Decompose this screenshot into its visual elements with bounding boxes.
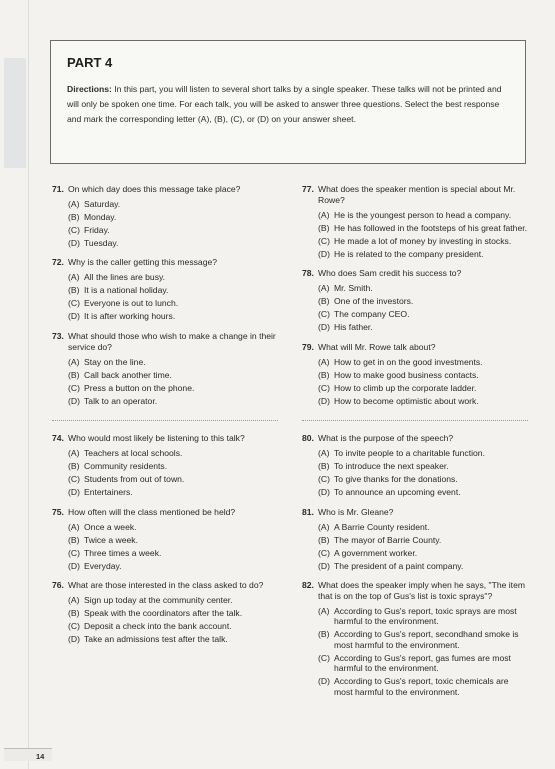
- answer-option: [318, 236, 528, 246]
- answer-option: [68, 595, 278, 605]
- directions-text: In this part, you will listen to several short talks by a single speaker. These talks will not be printed and will only be spoken one time. For each talk, you will be asked to answer three questions. Select the best response and mark the corresponding letter (A), (B), (C), or (D) on your answer sheet.: [67, 84, 502, 125]
- option-letter: (B): [68, 534, 80, 545]
- option-letter: (A): [68, 272, 80, 283]
- option-text: How to climb up the corporate ladder.: [334, 382, 477, 393]
- option-text: A government worker.: [334, 547, 418, 558]
- option-text: It is after working hours.: [84, 311, 176, 322]
- question-number: 77.: [302, 184, 314, 194]
- option-text: Three times a week.: [84, 547, 162, 558]
- option-text: One of the investors.: [334, 296, 414, 307]
- directions-label: Directions:: [67, 84, 112, 94]
- option-text: Speak with the coordinators after the talk.: [84, 608, 243, 619]
- question-72: [52, 257, 278, 321]
- answer-option: [68, 608, 278, 618]
- option-letter: (A): [68, 595, 80, 606]
- margin-rule: [28, 0, 29, 769]
- answer-option: [318, 676, 528, 697]
- question-number: 79.: [302, 341, 314, 352]
- question-76: [52, 580, 278, 644]
- answer-option: [68, 298, 278, 308]
- question-number: 82.: [302, 580, 314, 591]
- answer-option: [68, 212, 278, 222]
- page-number: 14: [36, 752, 45, 761]
- option-letter: (C): [68, 225, 80, 235]
- option-text: Press a button on the phone.: [84, 382, 195, 393]
- answer-option: [318, 370, 528, 380]
- option-text: It is a national holiday.: [84, 285, 169, 296]
- answer-option: [68, 561, 278, 571]
- option-letter: (D): [68, 395, 80, 406]
- question-text: What should those who wish to make a change in their service do?: [68, 330, 276, 352]
- directions-box: [50, 40, 526, 164]
- question-number: 74.: [52, 433, 64, 444]
- option-text: He is related to the company president.: [334, 249, 484, 259]
- option-text: Stay on the line.: [84, 356, 146, 367]
- option-letter: (D): [318, 322, 330, 333]
- option-letter: (C): [318, 652, 330, 663]
- option-letter: (D): [68, 560, 80, 571]
- option-letter: (B): [68, 285, 80, 296]
- option-letter: (C): [318, 236, 330, 246]
- answer-option: [318, 223, 528, 233]
- answer-option: [318, 653, 528, 674]
- option-text: How to become optimistic about work.: [334, 395, 479, 406]
- answer-option: [318, 249, 528, 259]
- option-text: According to Gus's report, toxic chemicals are most harmful to the environment.: [334, 676, 509, 697]
- answer-option: [68, 238, 278, 248]
- option-text: The mayor of Barrie County.: [334, 534, 442, 545]
- answer-option: [318, 487, 528, 497]
- option-letter: (A): [68, 356, 80, 367]
- option-letter: (A): [318, 448, 330, 459]
- answer-option: [318, 606, 528, 627]
- question-77: [302, 184, 528, 259]
- option-letter: (D): [68, 487, 80, 498]
- option-text: Once a week.: [84, 521, 137, 532]
- option-letter: (B): [68, 461, 80, 472]
- option-letter: (D): [68, 311, 80, 322]
- option-text: Saturday.: [84, 199, 121, 209]
- question-text: What does the speaker mention is special about Mr. Rowe?: [318, 184, 516, 205]
- question-number: 73.: [52, 330, 64, 341]
- option-letter: (C): [68, 382, 80, 393]
- option-text: To introduce the next speaker.: [334, 461, 449, 472]
- option-text: Talk to an operator.: [84, 395, 158, 406]
- option-text: Everyday.: [84, 560, 122, 571]
- option-text: Friday.: [84, 225, 110, 235]
- question-text: Who would most likely be listening to this talk?: [68, 433, 245, 444]
- option-text: Tuesday.: [84, 238, 119, 248]
- option-letter: (B): [68, 369, 80, 380]
- option-letter: (B): [318, 534, 330, 545]
- answer-option: [318, 383, 528, 393]
- right-column: [302, 184, 528, 706]
- option-text: His father.: [334, 322, 373, 333]
- option-text: According to Gus's report, toxic sprays are most harmful to the environment.: [334, 606, 517, 627]
- option-text: According to Gus's report, gas fumes are most harmful to the environment.: [334, 652, 511, 674]
- answer-option: [318, 296, 528, 306]
- option-text: The company CEO.: [334, 309, 410, 320]
- option-text: A Barrie County resident.: [334, 521, 430, 532]
- answer-option: [318, 522, 528, 532]
- answer-option: [68, 370, 278, 380]
- option-letter: (B): [318, 369, 330, 380]
- answer-option: [68, 621, 278, 631]
- option-letter: (A): [68, 448, 80, 459]
- option-letter: (C): [318, 309, 330, 320]
- question-81: [302, 507, 528, 571]
- option-letter: (D): [318, 676, 330, 687]
- directions: [67, 82, 509, 128]
- option-letter: (A): [318, 521, 330, 532]
- dotted-divider: [302, 420, 528, 421]
- option-text: Teachers at local schools.: [84, 448, 183, 459]
- answer-option: [68, 199, 278, 209]
- question-number: 71.: [52, 184, 64, 194]
- answer-option: [68, 448, 278, 458]
- option-text: All the lines are busy.: [84, 272, 166, 283]
- answer-option: [318, 309, 528, 319]
- option-text: Community residents.: [84, 461, 168, 472]
- answer-option: [68, 634, 278, 644]
- answer-option: [68, 522, 278, 532]
- option-letter: (A): [318, 356, 330, 367]
- answer-option: [68, 461, 278, 471]
- question-number: 75.: [52, 506, 64, 517]
- page-footer: [4, 748, 52, 761]
- option-letter: (D): [68, 634, 80, 645]
- option-text: Mr. Smith.: [334, 283, 373, 294]
- option-text: Sign up today at the community center.: [84, 595, 233, 606]
- option-letter: (B): [318, 223, 330, 233]
- question-number: 76.: [52, 580, 64, 591]
- option-text: How to get in on the good investments.: [334, 356, 483, 367]
- option-letter: (D): [318, 395, 330, 406]
- answer-option: [318, 448, 528, 458]
- option-text: He is the youngest person to head a company.: [334, 210, 512, 220]
- question-80: [302, 433, 528, 497]
- option-letter: (B): [318, 629, 330, 640]
- question-number: 80.: [302, 433, 314, 444]
- answer-option: [68, 487, 278, 497]
- option-text: The president of a paint company.: [334, 560, 464, 571]
- question-text: Who does Sam credit his success to?: [318, 268, 462, 279]
- option-letter: (A): [68, 199, 80, 209]
- answer-option: [68, 357, 278, 367]
- answer-option: [318, 535, 528, 545]
- option-text: He made a lot of money by investing in stocks.: [334, 236, 512, 246]
- option-letter: (A): [68, 521, 80, 532]
- answer-option: [318, 461, 528, 471]
- question-number: 78.: [302, 268, 314, 279]
- answer-option: [318, 629, 528, 650]
- side-tab: [4, 58, 26, 168]
- option-text: He has followed in the footsteps of his great father.: [334, 223, 527, 233]
- answer-option: [318, 322, 528, 332]
- answer-option: [318, 396, 528, 406]
- answer-option: [68, 225, 278, 235]
- question-number: 72.: [52, 257, 64, 268]
- option-letter: (C): [318, 382, 330, 393]
- option-letter: (C): [318, 547, 330, 558]
- question-78: [302, 268, 528, 332]
- question-73: [52, 331, 278, 406]
- option-letter: (C): [318, 474, 330, 485]
- question-text: What does the speaker imply when he says, "The item that is on the top of Gus's list is toxic sprays"?: [318, 580, 526, 602]
- answer-option: [68, 474, 278, 484]
- question-number: 81.: [302, 506, 314, 517]
- option-text: Monday.: [84, 212, 117, 222]
- question-75: [52, 507, 278, 571]
- answer-option: [318, 561, 528, 571]
- option-text: According to Gus's report, secondhand smoke is most harmful to the environment.: [334, 629, 519, 650]
- option-text: Students from out of town.: [84, 474, 185, 485]
- option-text: How to make good business contacts.: [334, 369, 479, 380]
- option-letter: (A): [318, 606, 330, 617]
- option-letter: (C): [68, 474, 80, 485]
- option-text: Take an admissions test after the talk.: [84, 634, 228, 645]
- answer-option: [68, 383, 278, 393]
- question-text: What are those interested in the class asked to do?: [68, 580, 264, 591]
- answer-option: [318, 548, 528, 558]
- option-letter: (A): [318, 283, 330, 294]
- answer-option: [318, 210, 528, 220]
- question-82: [302, 580, 528, 697]
- option-text: Deposit a check into the bank account.: [84, 621, 232, 632]
- option-text: To announce an upcoming event.: [334, 487, 461, 498]
- question-text: Why is the caller getting this message?: [68, 257, 218, 268]
- option-letter: (D): [318, 560, 330, 571]
- option-letter: (B): [318, 296, 330, 307]
- option-text: To invite people to a charitable function.: [334, 448, 485, 459]
- question-text: What is the purpose of the speech?: [318, 433, 454, 444]
- left-column: [52, 184, 278, 653]
- question-text: Who is Mr. Gleane?: [318, 506, 394, 517]
- option-letter: (B): [68, 212, 80, 222]
- option-letter: (C): [68, 298, 80, 309]
- option-text: To give thanks for the donations.: [334, 474, 458, 485]
- option-letter: (C): [68, 547, 80, 558]
- answer-option: [68, 285, 278, 295]
- option-text: Everyone is out to lunch.: [84, 298, 179, 309]
- question-71: [52, 184, 278, 248]
- question-74: [52, 433, 278, 497]
- option-text: Entertainers.: [84, 487, 133, 498]
- option-text: Twice a week.: [84, 534, 138, 545]
- answer-option: [318, 283, 528, 293]
- answer-option: [68, 311, 278, 321]
- question-text: On which day does this message take place?: [68, 184, 241, 194]
- dotted-divider: [52, 420, 278, 421]
- answer-option: [68, 535, 278, 545]
- answer-option: [68, 396, 278, 406]
- answer-option: [68, 548, 278, 558]
- option-letter: (C): [68, 621, 80, 632]
- option-letter: (A): [318, 210, 330, 220]
- answer-option: [318, 357, 528, 367]
- question-79: [302, 342, 528, 406]
- answer-option: [318, 474, 528, 484]
- question-text: What will Mr. Rowe talk about?: [318, 341, 436, 352]
- option-letter: (B): [318, 461, 330, 472]
- option-text: Call back another time.: [84, 369, 172, 380]
- option-letter: (D): [68, 238, 80, 248]
- answer-option: [68, 272, 278, 282]
- option-letter: (B): [68, 608, 80, 619]
- option-letter: (D): [318, 487, 330, 498]
- question-text: How often will the class mentioned be held?: [68, 506, 236, 517]
- option-letter: (D): [318, 249, 330, 259]
- part-title: PART 4: [67, 55, 113, 70]
